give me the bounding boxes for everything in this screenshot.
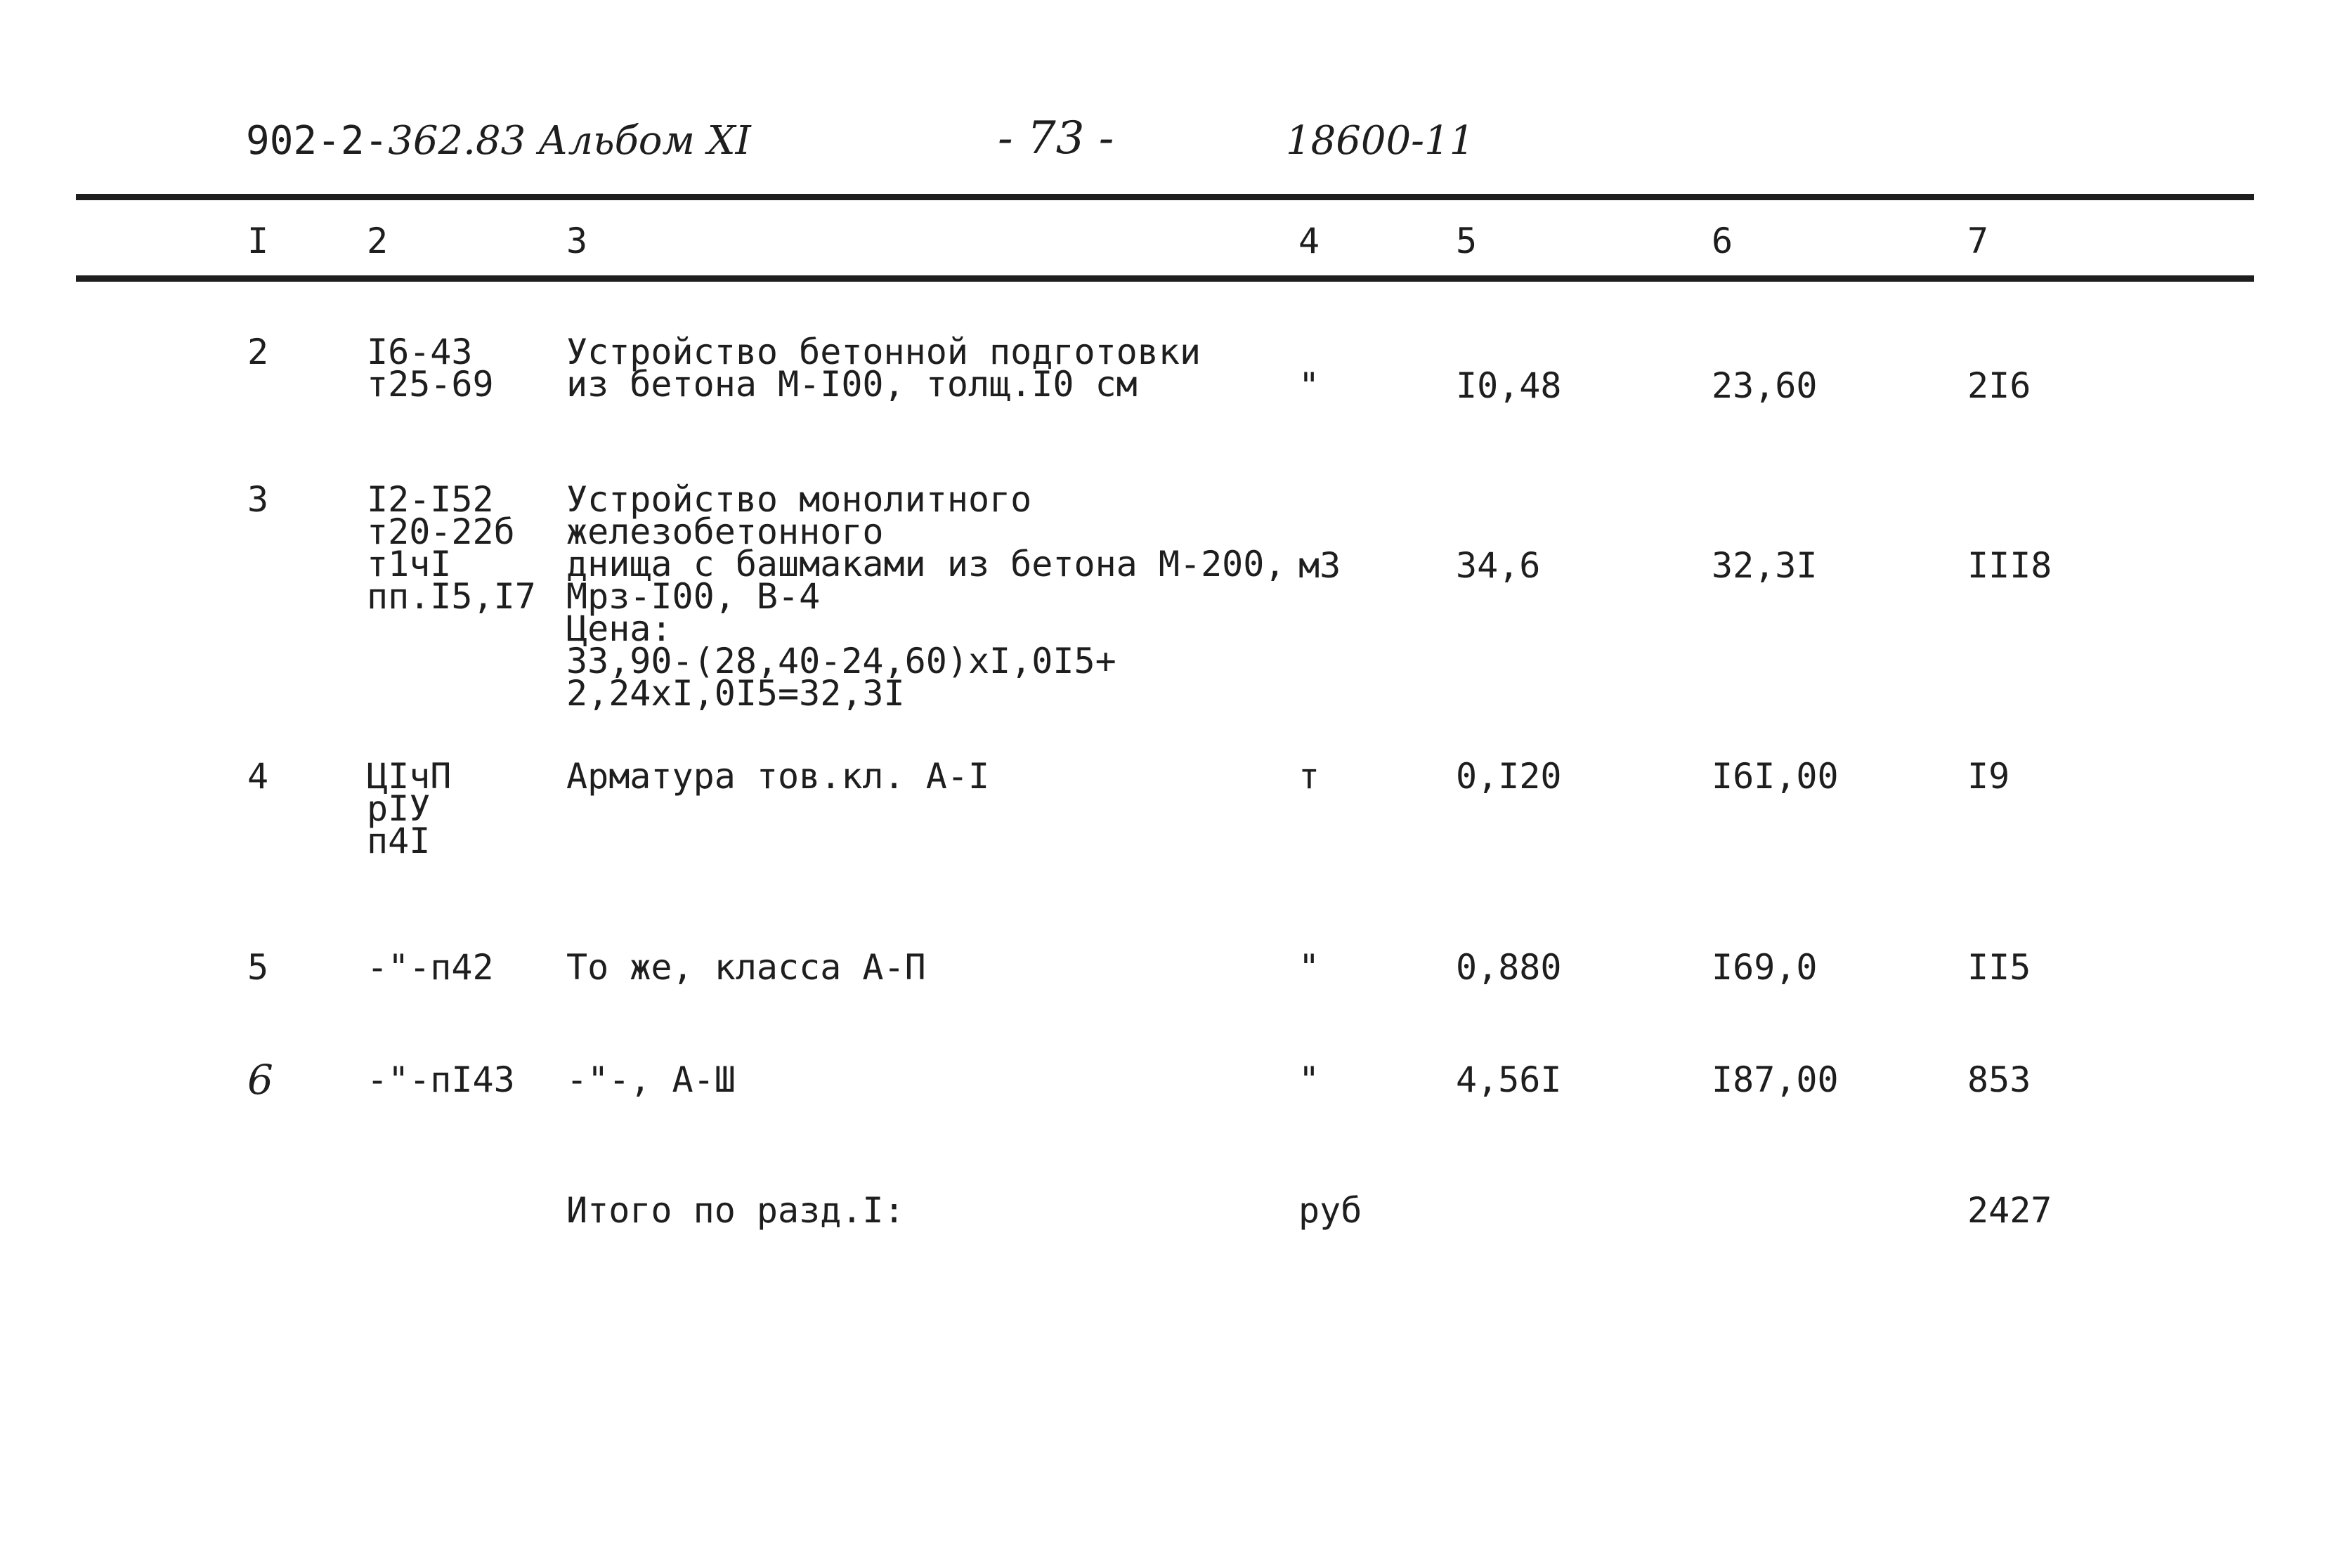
unit-price: I69,0 [1712,947,1818,988]
unit-price: 32,3I [1712,545,1818,586]
row-number: 3 [247,479,269,520]
rate-code: I2-I52 т20-22б т1чI пп.I5,I7 [367,479,536,617]
total-cost: III8 [1967,545,2052,586]
document-code-handwritten: 362.83 Альбом XI [388,118,751,164]
total-cost: 2I6 [1967,365,2031,406]
row-number: 4 [247,756,269,797]
quantity: 0,I20 [1456,756,1562,797]
work-description: То же, класса А-П [566,947,926,988]
quantity: 0,880 [1456,947,1562,988]
work-description: -"-, А-Ш [566,1059,736,1100]
total-cost: I9 [1967,756,2010,797]
rate-code: ЦIчП рIУ п4I [367,756,452,861]
page-number: - 73 - [998,112,1114,164]
column-header-7: 7 [1967,221,1989,261]
rate-code: -"-п42 [367,947,494,988]
unit-price: I87,00 [1712,1059,1839,1100]
quantity: I0,48 [1456,365,1562,406]
document-code-printed: 902-2- [246,118,389,164]
work-description: Арматура тов.кл. А-I [566,756,990,797]
row-number: 6 [247,1056,273,1104]
total-cost: II5 [1967,947,2031,988]
unit-price: I6I,00 [1712,756,1839,797]
unit: т [1298,756,1320,797]
column-header-2: 2 [367,221,389,261]
archive-number: 18600-11 [1286,118,1475,164]
quantity: 4,56I [1456,1059,1562,1100]
unit: " [1298,947,1320,988]
summary-unit: руб [1298,1190,1362,1231]
summary-total: 2427 [1967,1190,2052,1231]
rate-code: -"-пI43 [367,1059,515,1100]
column-header-1: I [247,221,269,261]
summary-label: Итого по разд.I: [566,1190,905,1231]
document-code [246,118,751,164]
table-header-rule [76,275,2254,282]
table-top-rule [76,194,2254,200]
total-cost: 853 [1967,1059,2031,1100]
unit-price: 23,60 [1712,365,1818,406]
unit: " [1298,365,1320,406]
column-header-5: 5 [1456,221,1478,261]
quantity: 34,6 [1456,545,1541,586]
column-header-4: 4 [1298,221,1320,261]
rate-code: I6-43 т25-69 [367,332,494,405]
row-number: 5 [247,947,269,988]
unit: м3 [1298,545,1341,586]
work-description: Устройство монолитного железобетонного днища с башмаками из бетона М-200, Мрз-I00, В-4 Цена: 33,90-(28,40-24,60)хI,0I5+ 2,24хI,0I5=32,3I [566,479,1286,714]
column-header-3: 3 [566,221,588,261]
row-number: 2 [247,332,269,372]
unit: " [1298,1059,1320,1100]
work-description: Устройство бетонной подготовки из бетона М-I00, толщ.I0 см [566,332,1201,405]
column-header-6: 6 [1712,221,1733,261]
